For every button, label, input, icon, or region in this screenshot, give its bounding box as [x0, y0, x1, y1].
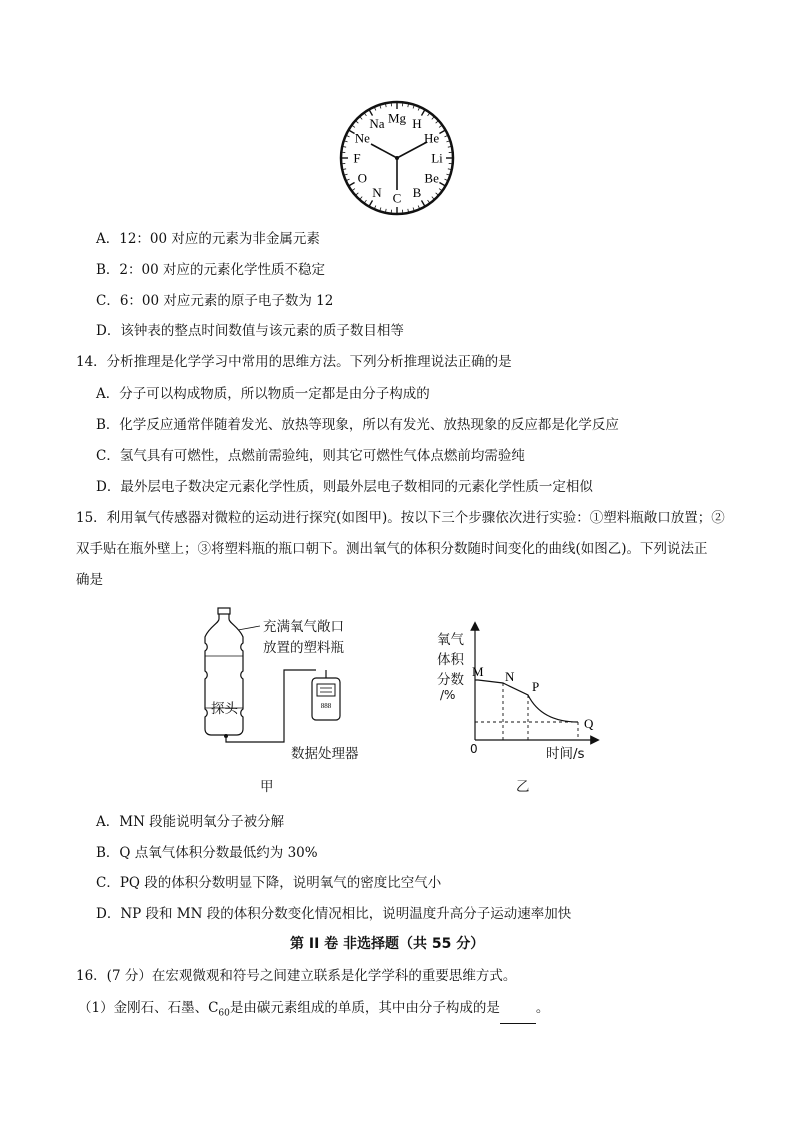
chart-origin: 0	[470, 742, 478, 756]
x-axis-label: 时间/s	[546, 746, 585, 762]
q15-option-a: A．MN 段能说明氧分子被分解	[96, 814, 285, 830]
q15-option-d: D．NP 段和 MN 段的体积分数变化情况相比，说明温度升高分子运动速率加快	[96, 906, 572, 922]
q16-sub1-pre: （1）金刚石、石墨、C	[78, 1000, 219, 1016]
q15-stem-line3: 确是	[76, 572, 103, 588]
q13-option-b: B．2：00 对应的元素化学性质不稳定	[96, 262, 325, 278]
caption-jia: 甲	[260, 779, 274, 795]
q16-sub1-post: 是由碳元素组成的单质，其中由分子构成的是	[229, 1000, 500, 1016]
clock-element-c: C	[392, 190, 402, 206]
q13-option-a: A．12：00 对应的元素为非金属元素	[96, 231, 320, 247]
q16-sub1	[78, 998, 549, 1024]
q16-sub1-end: 。	[535, 1000, 550, 1016]
clock-element-be: Be	[424, 170, 439, 186]
section-2-title: 第 II 卷 非选择题（共 55 分）	[290, 936, 485, 952]
clock-element-n: N	[372, 185, 382, 201]
q14-option-d: D．最外层电子数决定元素化学性质，则最外层电子数相同的元素化学性质一定相似	[96, 479, 593, 495]
element-clock-figure	[335, 100, 459, 218]
answer-blank[interactable]	[500, 1009, 536, 1024]
y-label-line4: /%	[440, 688, 456, 702]
clock-element-mg: Mg	[387, 110, 407, 126]
clock-element-b: B	[412, 185, 422, 201]
chart-label-point_m: M	[472, 664, 484, 679]
q14-stem: 14．分析推理是化学学习中常用的思维方法。下列分析推理说法正确的是	[76, 354, 512, 370]
clock-element-he: He	[424, 130, 440, 146]
processor-label: 数据处理器	[291, 746, 359, 762]
chart-label-point_p: P	[532, 679, 540, 694]
bottle-label-line2: 放置的塑料瓶	[263, 640, 344, 656]
q13-option-c: C．6：00 对应元素的原子电子数为 12	[96, 293, 334, 309]
q14-option-c: C．氢气具有可燃性，点燃前需验纯，则其它可燃性气体点燃前均需验纯	[96, 448, 525, 464]
bottle-label-line1: 充满氧气敞口	[263, 619, 344, 635]
oxygen-curve	[475, 680, 578, 722]
caption-yi: 乙	[516, 779, 530, 795]
q14-option-a: A．分子可以构成物质，所以物质一定都是由分子构成的	[96, 386, 430, 402]
q13-option-d: D．该钟表的整点时间数值与该元素的质子数目相等	[96, 323, 404, 339]
clock-element-f: F	[353, 150, 361, 166]
q14-option-b: B．化学反应通常伴随着发光、放热等现象，所以有发光、放热现象的反应都是化学反应	[96, 417, 619, 433]
clock-element-ne: Ne	[354, 130, 370, 146]
processor-screen-text: 888	[320, 702, 332, 710]
q15-option-b: B．Q 点氧气体积分数最低约为 30%	[96, 845, 318, 861]
clock-element-h: H	[412, 115, 422, 131]
chart-label-point_q: Q	[584, 716, 594, 731]
probe-label: 探头	[211, 701, 238, 717]
y-label-line1: 氧气	[437, 632, 464, 648]
q15-option-c: C．PQ 段的体积分数明显下降，说明氧气的密度比空气小	[96, 875, 442, 891]
q15-stem-line1: 15．利用氧气传感器对微粒的运动进行探究(如图甲)。按以下三个步骤依次进行实验：①塑料瓶敞口放置；②	[76, 510, 725, 526]
clock-element-o: O	[357, 170, 368, 186]
y-label-line2: 体积	[437, 652, 464, 668]
clock-element-li: Li	[431, 150, 443, 166]
chart-label-point_n: N	[505, 669, 515, 684]
q16-stem: 16．(7 分）在宏观微观和符号之间建立联系是化学学科的重要思维方式。	[76, 968, 517, 984]
clock-element-na: Na	[369, 115, 385, 131]
q15-stem-line2: 双手贴在瓶外壁上；③将塑料瓶的瓶口朝下。测出氧气的体积分数随时间变化的曲线(如图乙)。下列说法正	[76, 541, 708, 557]
c60-subscript: 60	[218, 1008, 230, 1019]
y-label-line3: 分数	[437, 672, 464, 688]
